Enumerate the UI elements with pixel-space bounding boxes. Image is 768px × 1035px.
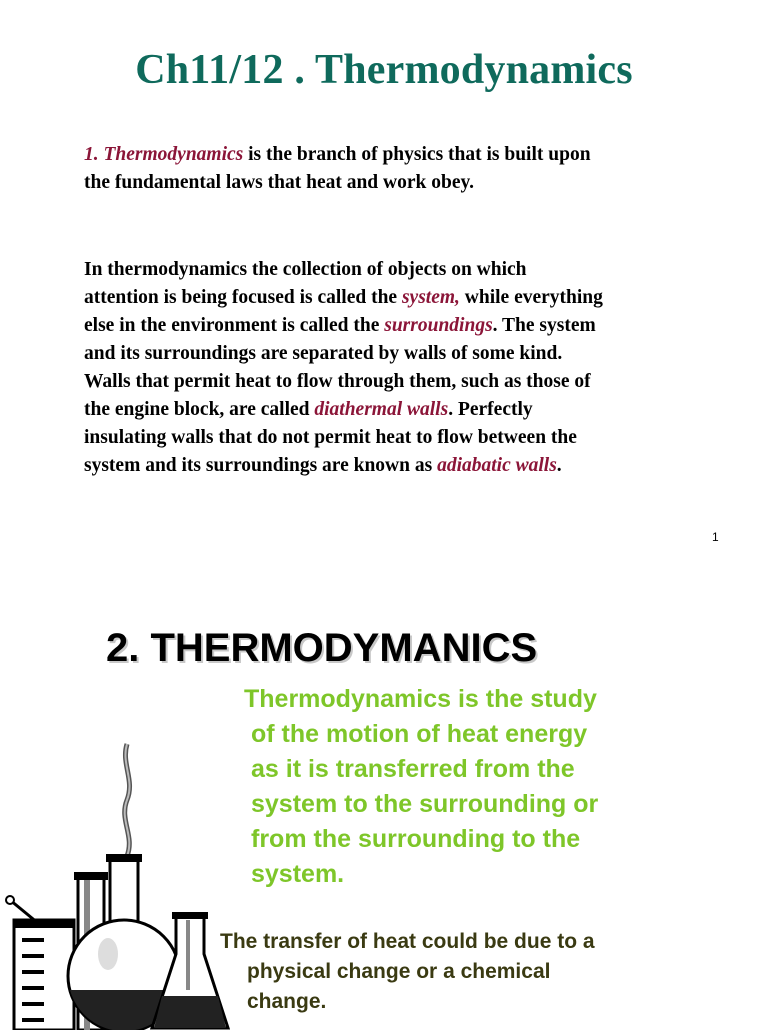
green-line: Thermodynamics is the study [244,685,597,713]
term-system: system, [401,287,460,308]
term-adiabatic-walls: adiabatic walls [437,455,557,476]
text-run: . The system [492,315,596,336]
green-line: system to the surrounding or [251,790,599,818]
definition-green-text [240,682,680,892]
slide-2 [0,570,768,1024]
heat-transfer-note [220,927,700,1017]
text-run: else in the environment is called the [84,315,385,336]
definition-paragraph [84,141,724,197]
olive-line: The transfer of heat could be due to a [220,930,595,953]
green-line: of the motion of heat energy [251,720,588,748]
text-run: the fundamental laws that heat and work obey. [84,172,475,193]
text-run: . Perfectly [448,399,533,420]
page-number: 1 [712,530,719,544]
green-line: system. [251,860,345,888]
text-run: attention is being focused is called the [84,287,402,308]
olive-line: physical change or a chemical [247,960,551,983]
text-run: In thermodynamics the collection of objects on which [84,259,527,280]
text-run: is the branch of physics that is built upon [243,144,591,165]
text-run: . [556,455,562,476]
term-surroundings: surroundings [384,315,493,336]
text-run: and its surroundings are separated by walls of some kind. [84,343,563,364]
text-run: the engine block, are called [84,399,315,420]
system-paragraph [84,256,724,480]
slide-2-title: 2. THERMODYMANICS [106,626,538,670]
slide-1-title: Ch11/12 . Thermodynamics [135,47,633,93]
term-diathermal-walls: diathermal walls [314,399,449,420]
text-run: insulating walls that do not permit heat to flow between the [84,427,577,448]
text-run: Walls that permit heat to flow through them, such as those of [84,371,591,392]
laboratory-glassware-icon [0,740,230,1035]
green-line: as it is transferred from the [251,755,575,783]
green-line: from the surrounding to the [251,825,581,853]
text-run: system and its surroundings are known as [84,455,438,476]
term-thermodynamics: 1. Thermodynamics [84,144,244,165]
text-run: while everything [459,287,603,308]
olive-line: change. [247,990,327,1013]
